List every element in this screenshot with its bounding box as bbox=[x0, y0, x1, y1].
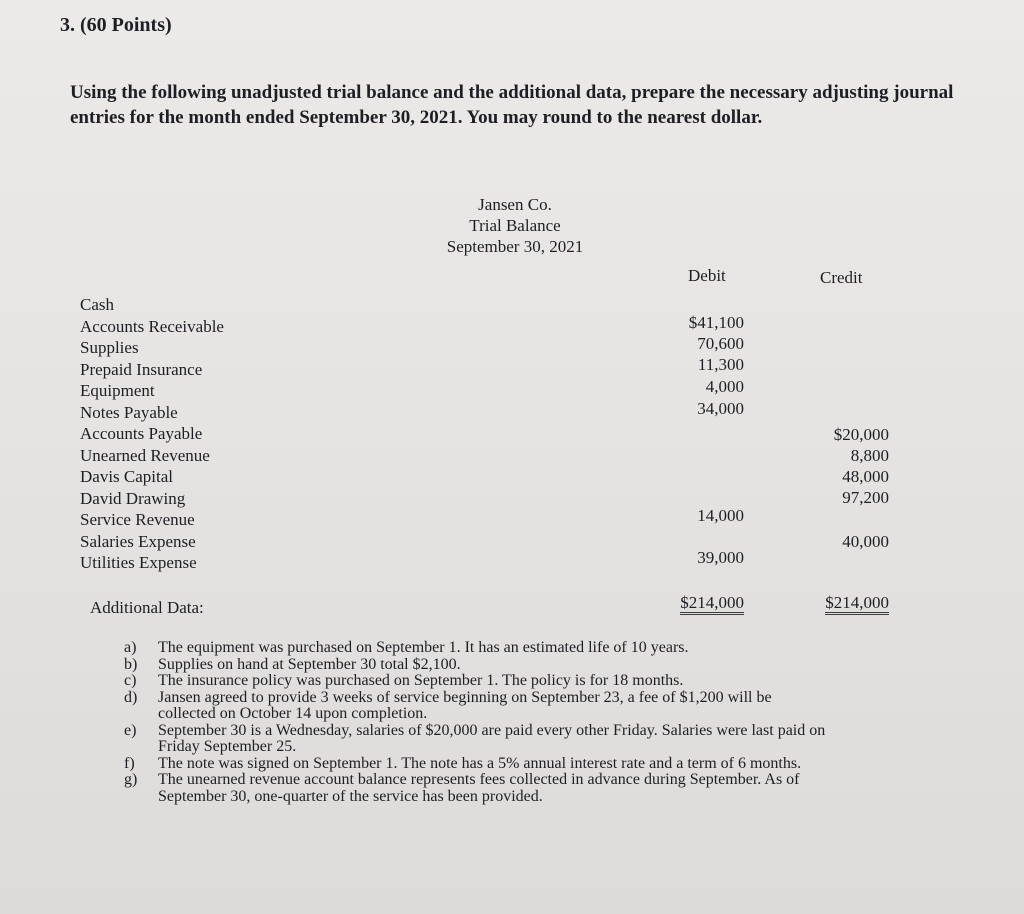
item-letter: a) bbox=[124, 639, 137, 656]
item-letter: d) bbox=[124, 688, 138, 706]
total-debit bbox=[650, 592, 744, 614]
company-name: Jansen Co. bbox=[478, 195, 552, 214]
debit-amount: 34,000 bbox=[697, 399, 744, 418]
account-list bbox=[80, 294, 224, 574]
additional-data-label: Additional Data: bbox=[90, 598, 204, 617]
account-name: Unearned Revenue bbox=[80, 445, 210, 465]
account-name: Notes Payable bbox=[80, 402, 178, 422]
question-heading: 3. (60 Points) bbox=[60, 14, 172, 36]
account-name: Accounts Payable bbox=[80, 424, 203, 443]
total-credit-value: $214,000 bbox=[825, 593, 889, 615]
debit-amount: $41,100 bbox=[688, 313, 744, 332]
item-text: Supplies on hand at September 30 total $2,100. bbox=[158, 655, 461, 673]
debit-amount: 70,600 bbox=[697, 334, 744, 353]
account-name: Equipment bbox=[80, 381, 155, 400]
item-text: The note was signed on September 1. The note has a 5% annual interest rate and a term of 6 months. bbox=[158, 754, 802, 772]
account-name: Accounts Receivable bbox=[80, 316, 224, 336]
item-letter: e) bbox=[124, 721, 137, 739]
account-name: Utilities Expense bbox=[80, 553, 197, 572]
credit-amount: 40,000 bbox=[842, 532, 889, 551]
additional-item bbox=[124, 756, 844, 773]
debit-header: Debit bbox=[688, 266, 726, 285]
debit-amount: 14,000 bbox=[697, 506, 744, 525]
account-name: Prepaid Insurance bbox=[80, 359, 203, 379]
account-name: Supplies bbox=[80, 338, 139, 357]
item-letter: c) bbox=[124, 672, 137, 689]
account-name: Service Revenue bbox=[80, 510, 195, 529]
credit-header: Credit bbox=[820, 268, 863, 287]
statement-title: Trial Balance bbox=[469, 216, 561, 235]
additional-item bbox=[124, 657, 844, 674]
statement-date: September 30, 2021 bbox=[446, 237, 584, 256]
item-letter: f) bbox=[124, 754, 135, 772]
account-name: David Drawing bbox=[80, 488, 186, 508]
account-name: Davis Capital bbox=[80, 467, 174, 486]
additional-item bbox=[124, 640, 844, 657]
item-text: The insurance policy was purchased on September 1. The policy is for 18 months. bbox=[158, 672, 684, 689]
credit-amount: 8,800 bbox=[850, 446, 889, 465]
debit-amount: 39,000 bbox=[697, 548, 744, 567]
additional-item bbox=[124, 723, 844, 756]
debit-amount: 11,300 bbox=[697, 355, 744, 374]
total-credit bbox=[795, 592, 889, 614]
credit-amount: 97,200 bbox=[842, 488, 889, 507]
additional-item bbox=[124, 690, 844, 723]
credit-amount: 48,000 bbox=[842, 467, 889, 486]
additional-item bbox=[124, 772, 844, 805]
item-text: The unearned revenue account balance represents fees collected in advance during September. As of September 30, one-quarter of the service has been provided. bbox=[158, 771, 800, 805]
item-letter: b) bbox=[124, 655, 138, 673]
item-text: The equipment was purchased on September 1. It has an estimated life of 10 years. bbox=[158, 639, 689, 656]
account-name: Cash bbox=[80, 295, 114, 314]
credit-amount: $20,000 bbox=[833, 425, 889, 444]
account-name: Salaries Expense bbox=[80, 531, 196, 551]
total-debit-value: $214,000 bbox=[680, 593, 744, 615]
item-letter: g) bbox=[124, 771, 138, 788]
question-instructions: Using the following unadjusted trial balance and the additional data, prepare the necessary adjusting journal entries for the month ended September 30, 2021. You may round to the nearest dollar. bbox=[70, 82, 954, 128]
item-text: Jansen agreed to provide 3 weeks of service beginning on September 23, a fee of $1,200 will be collected on October 14 upon completion. bbox=[158, 688, 772, 722]
trial-balance-title bbox=[420, 194, 610, 257]
additional-item bbox=[124, 673, 844, 690]
debit-amount: 4,000 bbox=[705, 377, 744, 396]
additional-data-list bbox=[124, 640, 844, 805]
item-text: September 30 is a Wednesday, salaries of $20,000 are paid every other Friday. Salaries were last paid on Friday September 25. bbox=[158, 721, 826, 755]
